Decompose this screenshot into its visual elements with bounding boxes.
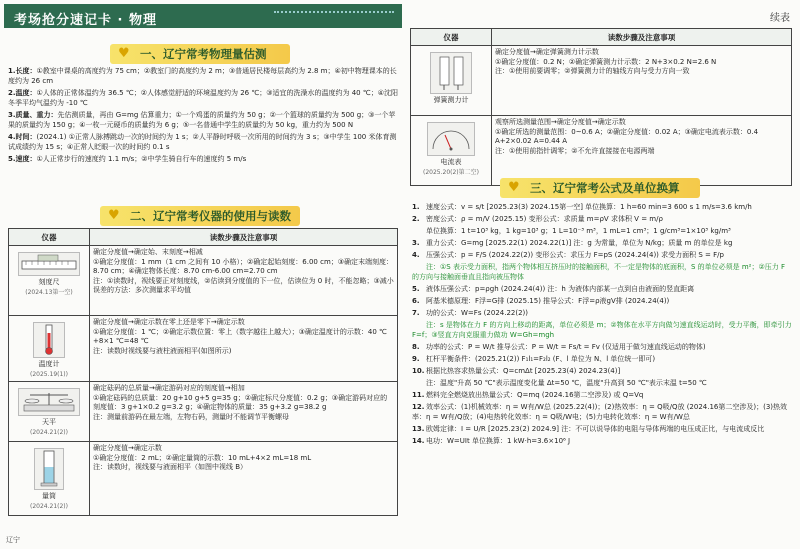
table-row	[9, 316, 398, 382]
steps-cell	[90, 316, 398, 382]
instrument-source: (2024.21(2))	[30, 502, 68, 510]
section2-banner	[100, 206, 300, 226]
formula-text: 注：s 是物体在力 F 的方向上移动的距离，单位必须是 m；②物体在水平方向做匀速直线运动时，受力平衡，即牵引力 F=f；③竖直方向克服重力做功 W=Gh=mgh	[412, 321, 792, 339]
formula-item	[412, 262, 794, 282]
formula-text: 液体压强公式：p=ρgh (2024.24(4)) 注：h 为液体内部某一点到自由液面的竖直距离	[426, 285, 695, 293]
header-decoration	[274, 11, 394, 23]
formula-text: 燃料完全燃烧放出热量公式：Q=mq (2024.16第二空涉及) 或 Q=Vq	[426, 391, 644, 399]
note-text: 注：①使用前要调零；②弹簧测力计的轴线方向与受力方向一致	[495, 67, 690, 75]
steps-text: 确定砝码的总质量→确定游码对应的刻度值→相加 ①确定砝码的总质量：20 g+10 g+5 g=35 g；②确定标尺分度值：0.2 g；③确定游码对应的刻度值：3 g+1×0.2 g=3.2 g；④确定物体的质量：35 g+3.2 g=38.2 g	[93, 384, 388, 411]
formula-text: 注：温度"升高 50 ℃"表示温度变化量 Δt=50 ℃，温度"升高到 50 ℃"表示末温 t=50 ℃	[426, 379, 707, 387]
formula-number: 7.	[412, 309, 420, 317]
formula-number: 3.	[412, 239, 420, 247]
formula-text: 欧姆定律：I = U/R [2025.23(2) 2024.9] 注：不可以说导体的电阻与导体两端的电压成正比，与电流成反比	[426, 425, 765, 433]
formula-text: 杠杆平衡条件：(2025.21(2)) F₁l₁=F₂l₂ (F、l 单位为 N、l 单位统一即可)	[426, 355, 656, 363]
instrument-source: (2025.20(2)第二空)	[423, 168, 479, 176]
note-text: 注：读数时视线要与液柱液面相平(如图所示)	[93, 346, 232, 355]
col-instrument: 仪器	[411, 29, 492, 46]
formula-number: 6.	[412, 297, 420, 305]
steps-text: 确定分度值→确定示数 ①确定分度值：2 mL；②确定量筒的示数：10 mL+4×2 mL=18 mL	[93, 444, 312, 462]
spring-scale-icon	[430, 52, 472, 94]
formula-item	[412, 308, 794, 318]
item-label: 速度：	[15, 155, 37, 163]
formula-item	[412, 354, 794, 364]
item-number: 5.	[8, 155, 16, 163]
item-label: 温度：	[15, 89, 37, 97]
instrument-cell	[9, 246, 90, 316]
section1-list	[8, 66, 400, 166]
formula-text: 电功：W=UIt 单位换算：1 kW·h=3.6×10⁶ J	[426, 437, 571, 445]
heart-icon: ♥	[508, 180, 520, 195]
page-header	[4, 4, 402, 28]
instrument-cell	[9, 442, 90, 516]
table-row	[9, 246, 398, 316]
heart-icon: ♥	[118, 46, 130, 61]
steps-text: 确定分度值→确定始、末刻度→相减 ①确定分度值：1 mm（1 cm 之间有 10 小格）；②确定起始刻度：6.00 cm；③确定末端刻度：8.70 cm；④确定物体长度：8.70 cm-6.00 cm=2.70 cm	[93, 248, 394, 275]
steps-cell	[90, 442, 398, 516]
formula-item	[412, 202, 794, 212]
formula-item	[412, 226, 794, 236]
section3-title: 三、辽宁常考公式及单位换算	[530, 181, 680, 195]
formula-item	[412, 424, 794, 434]
formula-item	[412, 378, 794, 388]
formula-number: 10.	[412, 367, 425, 375]
ammeter-icon	[427, 122, 475, 156]
instrument-name: 量筒	[42, 492, 56, 500]
steps-text: 确定分度值→确定示数在零上还是零下→确定示数 ①确定分度值：1 ℃；②确定示数位置：零上（数字越往上越大）；③确定温度计的示数：40 ℃+8×1 ℃=48 ℃	[93, 318, 387, 345]
instrument-name: 弹簧测力计	[433, 96, 469, 104]
formula-number: 9.	[412, 355, 420, 363]
formula-number: 4.	[412, 251, 420, 259]
page-title: 考场抢分速记卡 · 物理	[14, 13, 157, 28]
instrument-table	[8, 228, 398, 516]
continued-label: 续表	[770, 13, 790, 24]
note-text: 注：①使用前指针调零；②不允许直接接在电源两端	[495, 146, 655, 155]
col-steps: 读数步骤及注意事项	[90, 229, 398, 246]
spring-scale-drawing	[432, 53, 470, 91]
steps-cell	[492, 116, 792, 186]
section2-title: 二、辽宁常考仪器的使用与读数	[130, 209, 291, 223]
formula-number: 8.	[412, 343, 420, 351]
item-number: 2.	[8, 89, 16, 97]
instrument-name: 温度计	[38, 360, 60, 368]
list-item	[8, 132, 400, 152]
col-steps: 读数步骤及注意事项	[492, 29, 792, 46]
formula-text: 速度公式：v = s/t [2025.23(3) 2024.15第一空] 单位换算：1 h=60 min=3 600 s 1 m/s=3.6 km/h	[426, 203, 752, 211]
steps-text: 确定分度值→确定弹簧测力计示数 ①确定分度值：0.2 N；②确定弹簧测力计示数：2 N+3×0.2 N=2.6 N	[495, 48, 717, 66]
list-item	[8, 154, 400, 164]
ruler-icon	[18, 252, 80, 276]
formula-number: 5.	[412, 285, 420, 293]
steps-cell	[492, 46, 792, 116]
section1-title: 一、辽宁常考物理量估测	[140, 47, 267, 61]
formula-item	[412, 436, 794, 446]
note-text: 注：测量前游码在最左端，左物右码，测量时不能调节平衡螺母	[93, 412, 289, 421]
instrument-table-continued	[410, 28, 792, 186]
instrument-name: 电流表	[440, 158, 462, 166]
table-row	[411, 46, 792, 116]
instrument-source: (2024.13第一空)	[25, 288, 73, 296]
item-label: 时间：	[15, 133, 37, 141]
list-item	[8, 88, 400, 108]
instrument-source: (2025.19(1))	[30, 370, 68, 378]
table-row	[411, 116, 792, 186]
item-text: 先估测质量，再由 G=mg 估算重力；①一个鸡蛋的质量约为 50 g；②一个篮球的质量约为 500 g；③一个苹果的质量约为 150 g；④一枚一元硬币的质量约为 6 g；⑤一名普通中学生的质量约为 50 kg，重力约为 500 N	[8, 111, 396, 129]
instrument-source: (2024.21(2))	[30, 428, 68, 436]
formula-text: 注：①S 表示受力面积，指两个物体相互挤压时的接触面积，不一定是物体的底面积，S 的单位必须是 m²；②压力 F 的方向与接触面垂直且指向被压物体	[412, 263, 785, 281]
instrument-name: 天平	[42, 418, 56, 426]
formula-item	[412, 320, 794, 340]
instrument-cell	[411, 116, 492, 186]
item-number: 3.	[8, 111, 16, 119]
formula-item	[412, 238, 794, 248]
formula-text: 密度公式：ρ = m/V (2025.15) 变形公式：求质量 m=ρV 求体积 V = m/ρ	[426, 215, 663, 223]
graduated-cylinder-icon	[34, 448, 64, 490]
balance-drawing	[20, 389, 78, 413]
formula-text: 效率公式：(1)机械效率：η = W有/W总 (2025.22(4))；(2)热效率：η = Q吸/Q放 (2024.16第二空涉及)；(3)热效率：η = W有/Q放；(4)电热转化效率：η = Q吸/W电；(5)力电转化效率：η = W有/W总	[412, 403, 788, 421]
instrument-cell	[9, 316, 90, 382]
formula-text: 功的公式：W=Fs (2024.22(2))	[426, 309, 529, 317]
item-label: 质量、重力：	[15, 111, 58, 119]
formula-item	[412, 366, 794, 376]
ruler-drawing	[20, 253, 78, 273]
cylinder-drawing	[36, 449, 62, 487]
formula-text: 重力公式：G=mg [2025.22(1) 2024.22(1)] 注：g 为常量，单位为 N/kg；质量 m 的单位是 kg	[426, 239, 733, 247]
item-label: 长度：	[15, 67, 37, 75]
formula-text: 阿基米德原理：F浮=G排 (2025.15) 推导公式：F浮=ρ液gV排 (2024.24(4))	[426, 297, 670, 305]
formula-item	[412, 250, 794, 260]
formula-item	[412, 214, 794, 224]
note-text: 注：读数时，视线要与液面相平（如图中视线 B）	[93, 463, 248, 471]
table-row	[9, 442, 398, 516]
instrument-cell	[9, 382, 90, 442]
balance-icon	[18, 388, 80, 416]
item-number: 4.	[8, 133, 16, 141]
steps-cell	[90, 246, 398, 316]
instrument-cell	[411, 46, 492, 116]
ammeter-drawing	[429, 123, 473, 153]
formula-text: 根据比热容求热量公式：Q=cmΔt [2025.23(4) 2024.23(4)]	[426, 367, 621, 375]
footer-label: 辽宁	[6, 536, 20, 544]
formula-item	[412, 296, 794, 306]
instrument-name: 刻度尺	[38, 278, 60, 286]
formula-item	[412, 342, 794, 352]
section1-banner	[110, 44, 290, 64]
thermometer-icon	[33, 322, 65, 358]
thermometer-drawing	[35, 323, 63, 355]
col-instrument: 仪器	[9, 229, 90, 246]
formula-text: 功率的公式：P = W/t 推导公式：P = W/t = Fs/t = Fv (仅适用于做匀速直线运动的物体)	[426, 343, 706, 351]
formula-item	[412, 284, 794, 294]
formula-number: 1.	[412, 203, 420, 211]
item-text: ①教室中课桌的高度约为 75 cm；②教室门的高度约为 2 m；③普通居民楼每层高约为 2.8 m；④初中物理课本的长度约为 26 cm	[8, 67, 397, 85]
list-item	[8, 110, 400, 130]
formula-text: 压强公式：p = F/S (2024.22(2)) 变形公式：求压力 F=pS (2024.24(4)) 求受力面积 S = F/p	[426, 251, 724, 259]
note-text: 注：①读数时，视线要正对刻度线，②估读到分度值的下一位，估读位为 0 时，不能忽略；③减小误差的方法：多次测量求平均值	[93, 276, 394, 294]
item-number: 1.	[8, 67, 16, 75]
formula-number: 12.	[412, 403, 425, 411]
formula-item	[412, 390, 794, 400]
table-row	[9, 382, 398, 442]
formula-list	[412, 202, 794, 448]
formula-number: 14.	[412, 437, 425, 445]
steps-cell	[90, 382, 398, 442]
item-text: ①人正常步行的速度约 1.1 m/s；②中学生骑自行车的速度约 5 m/s	[36, 155, 247, 163]
item-text: ①人体的正常体温约为 36.5 ℃；②人体感觉舒适的环境温度约为 26 ℃；③适宜的洗澡水的温度约为 40 ℃；④沈阳冬季平均气温约为 -10 ℃	[8, 89, 398, 107]
formula-item	[412, 402, 794, 422]
formula-number: 11.	[412, 391, 425, 399]
formula-number: 13.	[412, 425, 425, 433]
formula-number: 2.	[412, 215, 420, 223]
heart-icon: ♥	[108, 208, 120, 223]
formula-text: 单位换算：1 t=10³ kg，1 kg=10³ g；1 L=10⁻³ m³，1 mL=1 cm³；1 g/cm³=1×10³ kg/m³	[426, 227, 731, 235]
item-text: (2024.1) ①正常人脉搏跳动一次的时间约为 1 s；②人平静时呼吸一次所用的时间约为 3 s；③中学生 100 米体育测试成绩约为 15 s；④正常人眨眼一次的时间约 0.1 s	[8, 133, 397, 151]
list-item	[8, 66, 400, 86]
section3-banner	[500, 178, 700, 198]
steps-text: 观察所选测量范围→确定分度值→确定示数 ①确定所选的测量范围：0~0.6 A；②确定分度值：0.02 A；③确定电流表示数：0.4 A+2×0.02 A=0.44 A	[495, 118, 759, 145]
